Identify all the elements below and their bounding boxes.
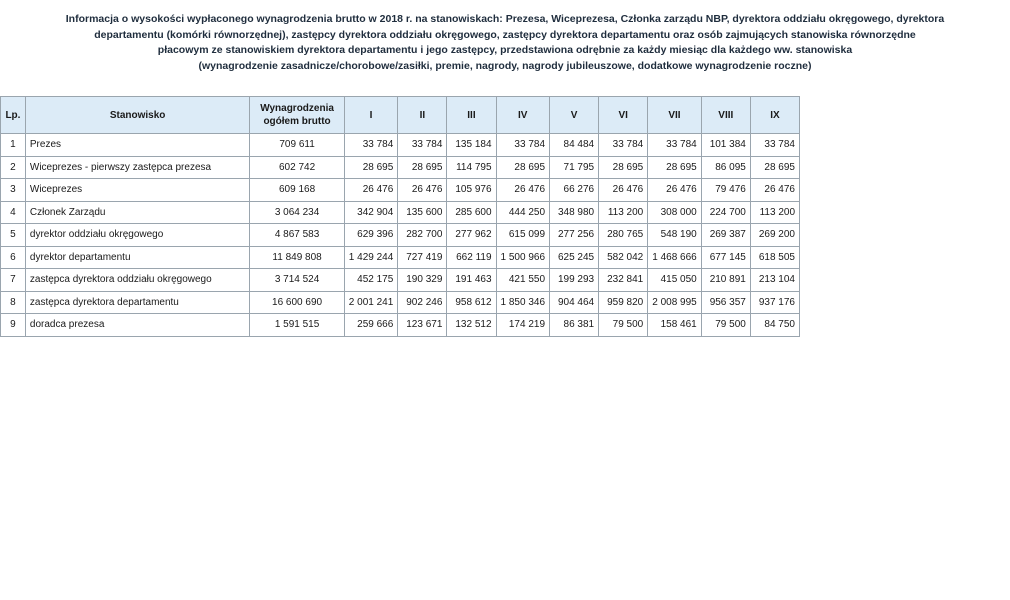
header-lp[interactable]: Lp. (1, 97, 26, 134)
title-line-4: (wynagrodzenie zasadnicze/chorobowe/zasiłki, premie, nagrody, nagrody jubileuszowe, dodatkowe wynagrodzenie roczne) (198, 59, 812, 72)
table-row (1, 314, 800, 337)
cell-month[interactable]: 958 612 (447, 291, 496, 314)
cell-month[interactable]: 86 381 (550, 314, 599, 337)
cell-month[interactable]: 113 200 (750, 201, 799, 224)
cell-lp[interactable]: 7 (1, 269, 26, 292)
cell-month[interactable]: 79 500 (599, 314, 648, 337)
cell-month[interactable]: 123 671 (398, 314, 447, 337)
cell-month[interactable]: 132 512 (447, 314, 496, 337)
cell-month[interactable]: 904 464 (550, 291, 599, 314)
cell-month[interactable]: 224 700 (701, 201, 750, 224)
cell-lp[interactable]: 4 (1, 201, 26, 224)
cell-month[interactable]: 1 500 966 (496, 246, 550, 269)
cell-month[interactable]: 26 476 (496, 179, 550, 202)
cell-month[interactable]: 33 784 (398, 134, 447, 157)
title-line-2: departamentu (komórki równorzędnej), zastępcy dyrektora oddziału okręgowego, zastępcy dyrektora departamentu oraz osób zajmujących stanowiska równorzędne (94, 28, 916, 41)
cell-month[interactable]: 415 050 (648, 269, 702, 292)
cell-month[interactable]: 135 600 (398, 201, 447, 224)
cell-month[interactable]: 84 750 (750, 314, 799, 337)
header-total-line2: ogółem brutto (263, 116, 331, 127)
cell-month[interactable]: 232 841 (599, 269, 648, 292)
cell-month[interactable]: 727 419 (398, 246, 447, 269)
cell-month[interactable]: 199 293 (550, 269, 599, 292)
cell-month[interactable]: 28 695 (344, 156, 398, 179)
cell-month[interactable]: 210 891 (701, 269, 750, 292)
table-row (1, 156, 800, 179)
cell-month[interactable]: 33 784 (750, 134, 799, 157)
cell-stanowisko[interactable]: zastępca dyrektora oddziału okręgowego (25, 269, 249, 292)
header-month-iii[interactable]: III (447, 97, 496, 134)
cell-month[interactable]: 26 476 (398, 179, 447, 202)
cell-month[interactable]: 84 484 (550, 134, 599, 157)
cell-month[interactable]: 277 962 (447, 224, 496, 247)
cell-month[interactable]: 114 795 (447, 156, 496, 179)
header-total-line1: Wynagrodzenia (260, 103, 334, 114)
cell-month[interactable]: 269 387 (701, 224, 750, 247)
cell-lp[interactable]: 9 (1, 314, 26, 337)
cell-month[interactable]: 79 476 (701, 179, 750, 202)
cell-month[interactable]: 86 095 (701, 156, 750, 179)
cell-month[interactable]: 902 246 (398, 291, 447, 314)
header-month-v[interactable]: V (550, 97, 599, 134)
table-row (1, 134, 800, 157)
cell-month[interactable]: 174 219 (496, 314, 550, 337)
cell-month[interactable]: 615 099 (496, 224, 550, 247)
cell-month[interactable]: 308 000 (648, 201, 702, 224)
cell-stanowisko[interactable]: zastępca dyrektora departamentu (25, 291, 249, 314)
header-month-vii[interactable]: VII (648, 97, 702, 134)
cell-month[interactable]: 105 976 (447, 179, 496, 202)
cell-month[interactable]: 285 600 (447, 201, 496, 224)
cell-month[interactable]: 618 505 (750, 246, 799, 269)
cell-stanowisko[interactable]: Wiceprezes (25, 179, 249, 202)
table-row (1, 269, 800, 292)
table-row (1, 246, 800, 269)
cell-month[interactable]: 28 695 (648, 156, 702, 179)
title-line-3: płacowym ze stanowiskiem dyrektora departamentu i jego zastępcy, przedstawiona odrębnie za każdy miesiąc dla każdego ww. stanowiska (157, 44, 853, 56)
cell-lp[interactable]: 8 (1, 291, 26, 314)
table-row (1, 179, 800, 202)
cell-total[interactable]: 11 849 808 (250, 246, 344, 269)
cell-lp[interactable]: 3 (1, 179, 26, 202)
cell-stanowisko[interactable]: dyrektor oddziału okręgowego (25, 224, 249, 247)
cell-month[interactable]: 28 695 (599, 156, 648, 179)
cell-month[interactable]: 2 008 995 (648, 291, 702, 314)
cell-total[interactable]: 1 591 515 (250, 314, 344, 337)
cell-month[interactable]: 26 476 (344, 179, 398, 202)
cell-month[interactable]: 1 850 346 (496, 291, 550, 314)
table-row (1, 224, 800, 247)
cell-month[interactable]: 33 784 (496, 134, 550, 157)
header-month-ii[interactable]: II (398, 97, 447, 134)
cell-month[interactable]: 282 700 (398, 224, 447, 247)
table-row (1, 201, 800, 224)
cell-month[interactable]: 348 980 (550, 201, 599, 224)
cell-total[interactable]: 4 867 583 (250, 224, 344, 247)
cell-month[interactable]: 79 500 (701, 314, 750, 337)
cell-total[interactable]: 3 714 524 (250, 269, 344, 292)
cell-month[interactable]: 28 695 (398, 156, 447, 179)
cell-month[interactable]: 26 476 (648, 179, 702, 202)
header-month-vi[interactable]: VI (599, 97, 648, 134)
header-month-iv[interactable]: IV (496, 97, 550, 134)
cell-month[interactable]: 191 463 (447, 269, 496, 292)
cell-month[interactable]: 342 904 (344, 201, 398, 224)
cell-month[interactable]: 135 184 (447, 134, 496, 157)
table-row (1, 291, 800, 314)
cell-month[interactable]: 548 190 (648, 224, 702, 247)
cell-month[interactable]: 452 175 (344, 269, 398, 292)
cell-stanowisko[interactable]: Prezes (25, 134, 249, 157)
header-month-viii[interactable]: VIII (701, 97, 750, 134)
cell-month[interactable]: 677 145 (701, 246, 750, 269)
cell-month[interactable]: 444 250 (496, 201, 550, 224)
cell-month[interactable]: 269 200 (750, 224, 799, 247)
cell-month[interactable]: 33 784 (344, 134, 398, 157)
cell-month[interactable]: 2 001 241 (344, 291, 398, 314)
title-line-1: Informacja o wysokości wypłaconego wynagrodzenia brutto w 2018 r. na stanowiskach: Prezesa, Wiceprezesa, Członka zarządu NBP, dyrektora oddziału okręgowego, dyrektora (65, 13, 945, 25)
cell-month[interactable]: 71 795 (550, 156, 599, 179)
cell-total[interactable]: 709 611 (250, 134, 344, 157)
cell-stanowisko[interactable]: Członek Zarządu (25, 201, 249, 224)
salary-table (0, 96, 800, 337)
cell-month[interactable]: 956 357 (701, 291, 750, 314)
cell-month[interactable]: 1 429 244 (344, 246, 398, 269)
cell-month[interactable]: 937 176 (750, 291, 799, 314)
cell-month[interactable]: 26 476 (599, 179, 648, 202)
cell-month[interactable]: 28 695 (750, 156, 799, 179)
cell-month[interactable]: 280 765 (599, 224, 648, 247)
cell-lp[interactable]: 2 (1, 156, 26, 179)
cell-month[interactable]: 66 276 (550, 179, 599, 202)
cell-month[interactable]: 625 245 (550, 246, 599, 269)
cell-lp[interactable]: 5 (1, 224, 26, 247)
cell-month[interactable]: 158 461 (648, 314, 702, 337)
header-month-i[interactable]: I (344, 97, 398, 134)
table-header-row (1, 97, 800, 134)
cell-total[interactable]: 16 600 690 (250, 291, 344, 314)
document-title (0, 12, 1010, 74)
cell-month[interactable]: 33 784 (648, 134, 702, 157)
cell-month[interactable]: 101 384 (701, 134, 750, 157)
cell-month[interactable]: 190 329 (398, 269, 447, 292)
cell-stanowisko[interactable]: Wiceprezes - pierwszy zastępca prezesa (25, 156, 249, 179)
cell-stanowisko[interactable]: dyrektor departamentu (25, 246, 249, 269)
header-month-ix[interactable]: IX (750, 97, 799, 134)
cell-stanowisko[interactable]: doradca prezesa (25, 314, 249, 337)
cell-month[interactable]: 28 695 (496, 156, 550, 179)
cell-month[interactable]: 662 119 (447, 246, 496, 269)
cell-month[interactable]: 26 476 (750, 179, 799, 202)
cell-month[interactable]: 213 104 (750, 269, 799, 292)
cell-total[interactable]: 602 742 (250, 156, 344, 179)
cell-month[interactable]: 113 200 (599, 201, 648, 224)
cell-month[interactable]: 1 468 666 (648, 246, 702, 269)
cell-total[interactable]: 3 064 234 (250, 201, 344, 224)
cell-month[interactable]: 259 666 (344, 314, 398, 337)
cell-month[interactable]: 629 396 (344, 224, 398, 247)
cell-month[interactable]: 421 550 (496, 269, 550, 292)
header-total[interactable] (250, 97, 344, 134)
cell-month[interactable]: 33 784 (599, 134, 648, 157)
cell-month[interactable]: 582 042 (599, 246, 648, 269)
cell-total[interactable]: 609 168 (250, 179, 344, 202)
cell-month[interactable]: 277 256 (550, 224, 599, 247)
header-stanowisko[interactable]: Stanowisko (25, 97, 249, 134)
cell-month[interactable]: 959 820 (599, 291, 648, 314)
cell-lp[interactable]: 6 (1, 246, 26, 269)
cell-lp[interactable]: 1 (1, 134, 26, 157)
